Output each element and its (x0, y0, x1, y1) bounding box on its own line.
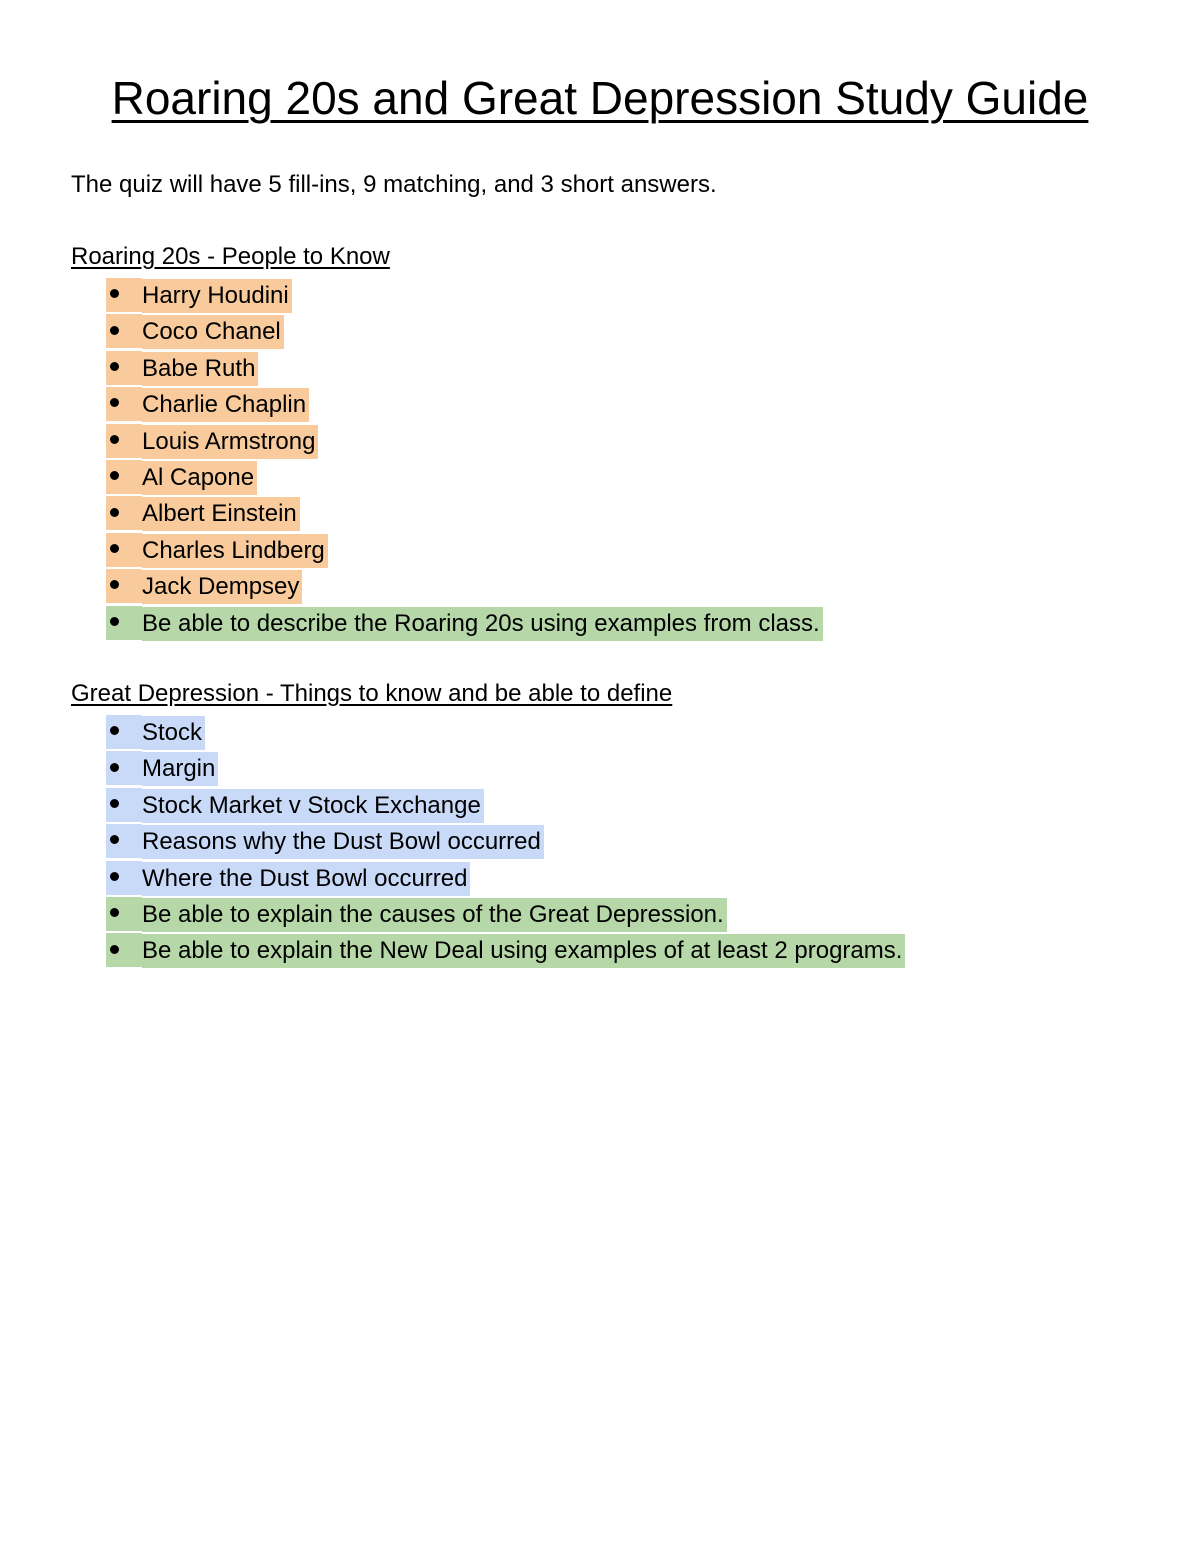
quiz-intro: The quiz will have 5 fill-ins, 9 matching, and 3 short answers. (71, 171, 717, 198)
section-great-depression (71, 679, 1131, 970)
list-item (106, 351, 1131, 387)
list-item-text: Be able to explain the New Deal using examples of at least 2 programs. (142, 934, 905, 968)
list-item (106, 897, 1131, 933)
list-item-text: Harry Houdini (142, 279, 292, 313)
bullet-icon (106, 351, 142, 385)
bullet-icon (106, 569, 142, 603)
list-item-text: Margin (142, 752, 218, 786)
bullet-icon (106, 533, 142, 567)
list-item (106, 824, 1131, 860)
section-heading-roaring-20s: Roaring 20s - People to Know (71, 243, 390, 270)
list-item-text: Louis Armstrong (142, 425, 318, 459)
list-item-text: Albert Einstein (142, 497, 300, 531)
bullet-icon (106, 496, 142, 530)
list-item (106, 387, 1131, 423)
list-item (106, 533, 1131, 569)
list-item (106, 861, 1131, 897)
list-item (106, 278, 1131, 314)
bullet-icon (106, 715, 142, 749)
bullet-icon (106, 314, 142, 348)
list-item (106, 569, 1131, 605)
list-item-text: Reasons why the Dust Bowl occurred (142, 825, 544, 859)
list-item (106, 496, 1131, 532)
bullet-icon (106, 824, 142, 858)
bullet-list-great-depression (71, 715, 1131, 970)
bullet-list-roaring-20s (71, 278, 1131, 642)
bullet-icon (106, 861, 142, 895)
bullet-icon (106, 606, 142, 640)
list-item-text: Jack Dempsey (142, 570, 302, 604)
bullet-icon (106, 751, 142, 785)
list-item (106, 606, 1131, 642)
list-item-text: Stock (142, 716, 205, 750)
list-item (106, 424, 1131, 460)
bullet-icon (106, 278, 142, 312)
bullet-icon (106, 424, 142, 458)
list-item-text: Stock Market v Stock Exchange (142, 789, 484, 823)
list-item (106, 751, 1131, 787)
bullet-icon (106, 460, 142, 494)
list-item-text: Coco Chanel (142, 315, 284, 349)
bullet-icon (106, 933, 142, 967)
list-item (106, 933, 1131, 969)
list-item-text: Be able to explain the causes of the Great Depression. (142, 898, 727, 932)
bullet-icon (106, 788, 142, 822)
list-item-text: Where the Dust Bowl occurred (142, 862, 470, 896)
list-item (106, 715, 1131, 751)
list-item (106, 314, 1131, 350)
list-item-text: Al Capone (142, 461, 257, 495)
list-item (106, 460, 1131, 496)
document-title: Roaring 20s and Great Depression Study Guide (111, 72, 1089, 124)
list-item (106, 788, 1131, 824)
bullet-icon (106, 387, 142, 421)
section-heading-great-depression: Great Depression - Things to know and be able to define (71, 680, 673, 707)
section-roaring-20s (71, 242, 1131, 642)
bullet-icon (106, 897, 142, 931)
list-item-text: Babe Ruth (142, 352, 258, 386)
list-item-text: Charles Lindberg (142, 534, 328, 568)
list-item-text: Be able to describe the Roaring 20s using examples from class. (142, 607, 823, 641)
list-item-text: Charlie Chaplin (142, 388, 309, 422)
